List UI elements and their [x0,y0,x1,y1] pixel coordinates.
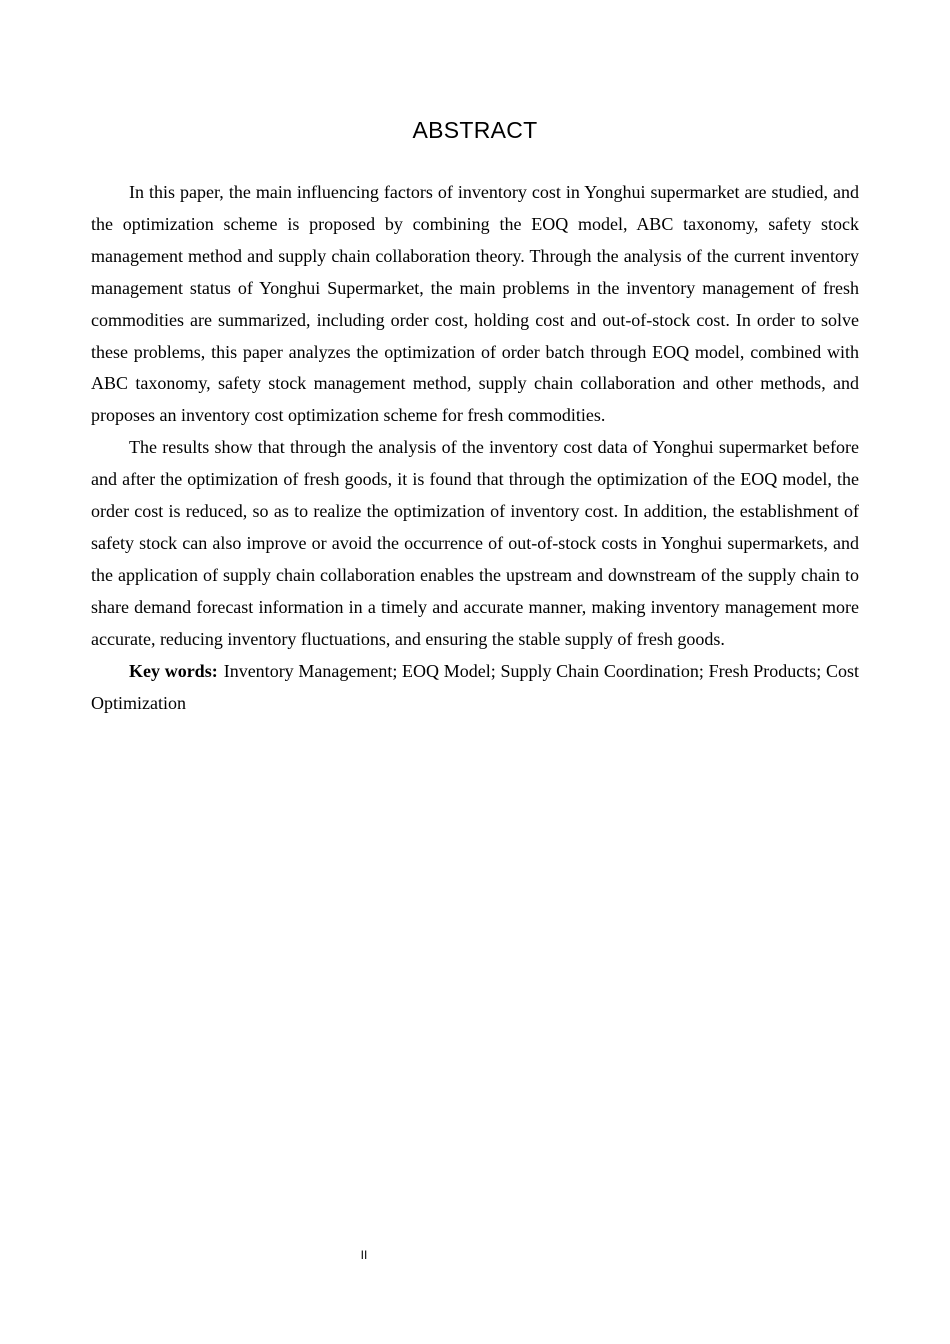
abstract-paragraph-2: The results show that through the analysis of the inventory cost data of Yonghui supermarket before and after the optimization of fresh goods, it is found that through the optimization of the EOQ model, the order cost is reduced, so as to realize the optimization of inventory cost. In addition, the establishment of safety stock can also improve or avoid the occurrence of out-of-stock costs in Yonghui supermarkets, and the application of supply chain collaboration enables the upstream and downstream of the supply chain to share demand forecast information in a timely and accurate manner, making inventory management more accurate, reducing inventory fluctuations, and ensuring the stable supply of fresh goods. [91,437,859,649]
keywords-line [91,656,859,720]
abstract-paragraph-1: In this paper, the main influencing factors of inventory cost in Yonghui supermarket are studied, and the optimization scheme is proposed by combining the EOQ model, ABC taxonomy, safety stock management method and supply chain collaboration theory. Through the analysis of the current inventory management status of Yonghui Supermarket, the main problems in the inventory management of fresh commodities are summarized, including order cost, holding cost and out-of-stock cost. In order to solve these problems, this paper analyzes the optimization of order batch through EOQ model, combined with ABC taxonomy, safety stock management method, supply chain collaboration and other methods, and proposes an inventory cost optimization scheme for fresh commodities. [91,182,859,426]
keywords-label: Key words: [129,660,218,681]
keywords-list: Inventory Management; EOQ Model; Supply Chain Coordination; Fresh Products; Cost Optimization [91,660,859,713]
page-number: II [360,1248,368,1262]
abstract-body [91,177,859,719]
page-title: ABSTRACT [412,117,538,143]
